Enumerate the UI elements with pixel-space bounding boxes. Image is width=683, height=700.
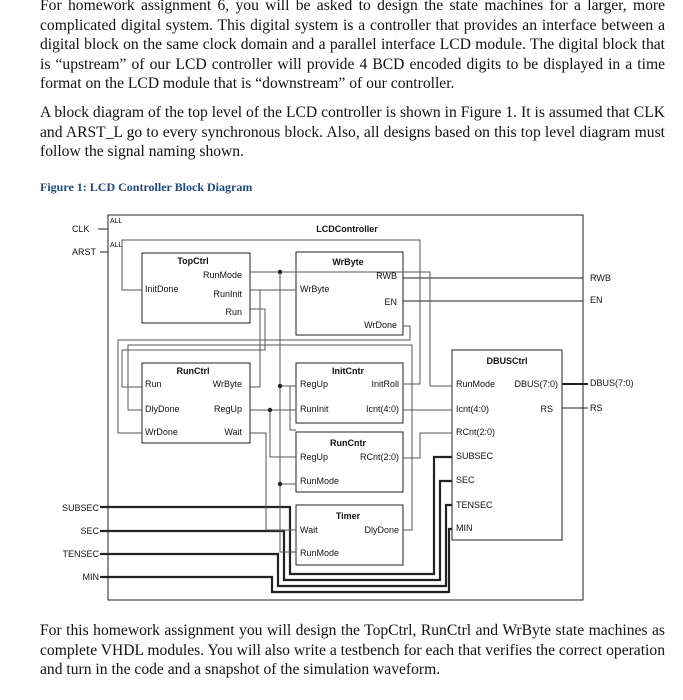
dbusctrl-sec: SEC [456, 475, 475, 485]
initcntr-title: InitCntr [332, 366, 364, 376]
initcntr-icnt: Icnt(4:0) [365, 404, 399, 414]
topctrl-runmode: RunMode [202, 270, 242, 280]
output-dbus: DBUS(7:0) [590, 378, 634, 388]
input-min: MIN [82, 572, 99, 582]
runctrl-title: RunCtrl [176, 366, 210, 376]
initcntr-regup: RegUp [300, 379, 329, 389]
input-sec: SEC [80, 526, 99, 536]
wrbyte-rwb: RWB [376, 271, 397, 281]
dbusctrl-tensec: TENSEC [456, 500, 493, 510]
runctrl-wrbyte: WrByte [212, 379, 242, 389]
block-diagram-paragraph: A block diagram of the top level of the LCD controller is shown in Figure 1. It is assumed that CLK and ARST_L go to every synchronous block. Also, all designs based on this top level diagram must follow the signal naming shown. [40, 104, 665, 160]
runcntr-title: RunCntr [330, 438, 366, 448]
wrbyte-wrdone: WrDone [364, 320, 397, 330]
input-tensec: TENSEC [62, 549, 99, 559]
timer-wait: Wait [300, 525, 318, 535]
dbusctrl-icnt: Icnt(4:0) [456, 404, 490, 414]
initcntr-runinit: RunInit [300, 404, 329, 414]
topctrl-runinit: RunInit [213, 289, 242, 299]
lcd-controller-title: LCDController [316, 224, 378, 234]
runctrl-regup: RegUp [213, 404, 242, 414]
runctrl-dlydone: DlyDone [145, 404, 180, 414]
figure-caption: Figure 1: LCD Controller Block Diagram [40, 180, 253, 194]
timer-runmode: RunMode [300, 548, 340, 558]
wrbyte-input: WrByte [300, 284, 330, 294]
output-en: EN [590, 295, 603, 305]
runcntr-rcnt: RCnt(2:0) [359, 452, 399, 462]
dbusctrl-dbus: DBUS(7:0) [514, 379, 558, 389]
wrbyte-en: EN [384, 297, 397, 307]
runcntr-regup: RegUp [300, 452, 329, 462]
runctrl-run: Run [145, 379, 162, 389]
dbusctrl-runmode: RunMode [456, 379, 496, 389]
intro-paragraph: For homework assignment 6, you will be asked to design the state machines for a larger, more complicated digital system. This digital system is a controller that provides an interface between a digital block on the same clock domain and a parallel interface LCD module. The digital block that is “upstream” of our LCD controller will provide 4 BCD encoded digits to be displayed in a time format on the LCD module that is “downstream” of our controller. [40, 0, 665, 92]
dbusctrl-title: DBUSCtrl [486, 356, 528, 366]
arst-label: ARST [72, 247, 97, 257]
closing-paragraph: For this homework assignment you will design the TopCtrl, RunCtrl and WrByte state machines as complete VHDL modules. You will also write a testbench for each that verifies the correct operation and turn in the code and a snapshot of the simulation waveform. [40, 622, 665, 678]
clk-label: CLK [72, 224, 90, 234]
dbusctrl-subsec: SUBSEC [456, 451, 494, 461]
wrbyte-title: WrByte [332, 257, 364, 267]
output-rs: RS [590, 403, 603, 413]
timer-dlydone: DlyDone [364, 525, 399, 535]
clk-all-label: ALL [110, 218, 123, 225]
topctrl-initdone: InitDone [145, 284, 179, 294]
runcntr-runmode: RunMode [300, 476, 340, 486]
runctrl-wait: Wait [224, 427, 242, 437]
initcntr-initroll: InitRoll [371, 379, 399, 389]
input-subsec: SUBSEC [61, 503, 99, 513]
topctrl-title: TopCtrl [177, 256, 209, 266]
timer-title: Timer [335, 511, 361, 521]
output-rwb: RWB [590, 273, 611, 283]
dbusctrl-rcnt: RCnt(2:0) [456, 427, 496, 437]
dbusctrl-min: MIN [456, 523, 473, 533]
arst-all-label: ALL [110, 242, 123, 249]
dbusctrl-rs: RS [540, 404, 553, 414]
runctrl-wrdone: WrDone [145, 427, 178, 437]
topctrl-run: Run [225, 307, 242, 317]
